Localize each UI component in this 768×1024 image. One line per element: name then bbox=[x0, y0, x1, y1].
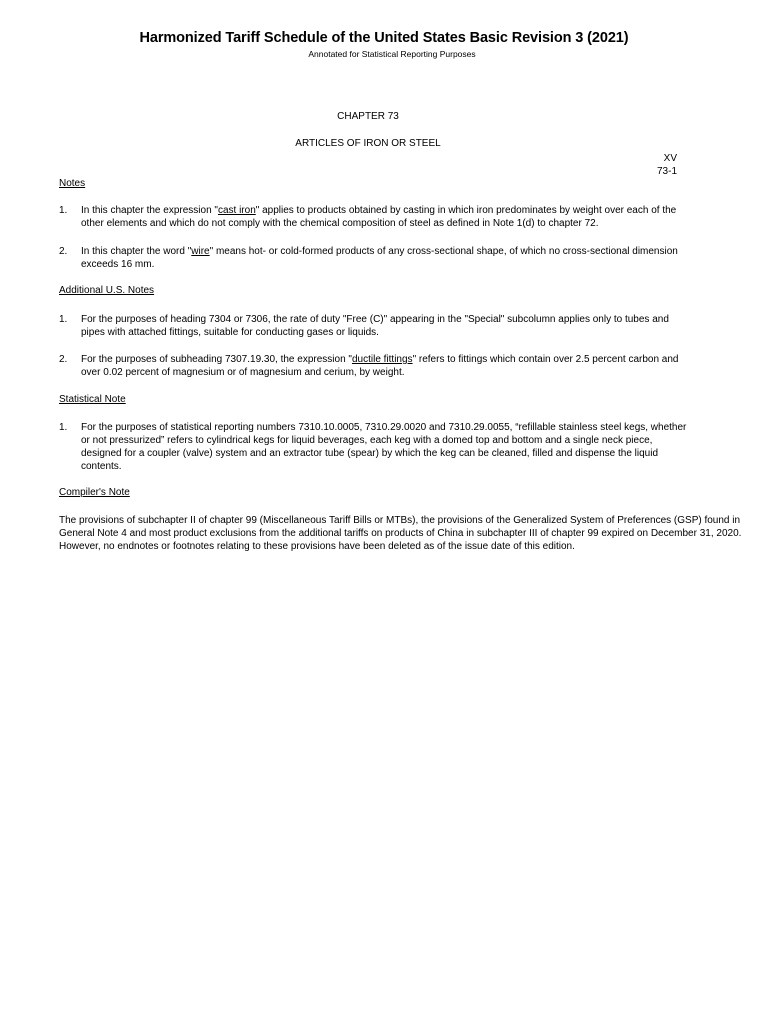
compilers-note-text: The provisions of subchapter II of chapter 99 (Miscellaneous Tariff Bills or MTBs), the provisions of the Generalized System of Preferences (GSP) found in General Note 4 and most product exclusions from the additional tariffs on products of China in subchapter III of chapter 99 expired on December 31, 2020. However, no endnotes or footnotes relating to these provisions have been deleted as of the issue date of this edition. bbox=[59, 515, 742, 552]
note-text-part: For the purposes of subheading 7307.19.30, the expression " bbox=[81, 354, 352, 365]
section-page-code bbox=[657, 152, 677, 178]
chapter-title: ARTICLES OF IRON OR STEEL bbox=[295, 138, 441, 149]
compilers-note-heading: Compiler's Note bbox=[59, 487, 130, 498]
note-text: For the purposes of heading 7304 or 7306, the rate of duty "Free (C)" appearing in the "Special" subcolumn applies only to tubes and pipes with attached fittings, suitable for conducting gases or liquids. bbox=[81, 314, 669, 338]
chapter-number: CHAPTER 73 bbox=[337, 111, 399, 122]
note-number: 1. bbox=[59, 205, 68, 216]
notes-heading: Notes bbox=[59, 178, 86, 189]
note-text-part: " refers to fittings which contain over 2.5 percent carbon and over 0.02 percent of magnesium or of magnesium and cerium, by weight. bbox=[81, 354, 679, 378]
additional-notes-heading: Additional U.S. Notes bbox=[59, 285, 155, 296]
note-text-part: In this chapter the word " bbox=[81, 246, 192, 257]
defined-term: wire bbox=[191, 246, 210, 257]
document-subtitle: Annotated for Statistical Reporting Purposes bbox=[308, 49, 476, 59]
statistical-note-heading: Statistical Note bbox=[59, 394, 126, 405]
document-title: Harmonized Tariff Schedule of the United States Basic Revision 3 (2021) bbox=[139, 30, 629, 46]
note-text-part: In this chapter the expression " bbox=[81, 205, 218, 216]
note-number: 2. bbox=[59, 354, 68, 365]
note-number: 2. bbox=[59, 246, 68, 257]
note-number: 1. bbox=[59, 314, 68, 325]
note-text bbox=[81, 204, 689, 230]
defined-term: cast iron bbox=[217, 205, 256, 216]
note-text: For the purposes of statistical reporting numbers 7310.10.0005, 7310.29.0020 and 7310.29.0055, “refillable stainless steel kegs, whether or not pressurized” refers to cylindrical kegs for liquid beverages, each keg with a domed top and bottom and a single neck piece, designed for a coupler (valve) system and an extractor tube (spear) by which the keg can be cleaned, filled and dispense the liquid contents. bbox=[81, 422, 687, 472]
note-text bbox=[81, 353, 689, 379]
note-text-part: " applies to products obtained by casting in which iron predominates by weight over each of the other elements and which do not comply with the chemical composition of steel as defined in Note 1(d) to chapter 72. bbox=[81, 205, 677, 229]
section-number: XV bbox=[663, 153, 677, 164]
page-number: 73-1 bbox=[656, 166, 677, 177]
note-number: 1. bbox=[59, 422, 68, 433]
note-text-part: " means hot- or cold-formed products of any cross-sectional shape, of which no cross-sectional dimension exceeds 16 mm. bbox=[81, 246, 678, 270]
defined-term: ductile fittings bbox=[351, 354, 413, 365]
note-text bbox=[81, 245, 689, 271]
